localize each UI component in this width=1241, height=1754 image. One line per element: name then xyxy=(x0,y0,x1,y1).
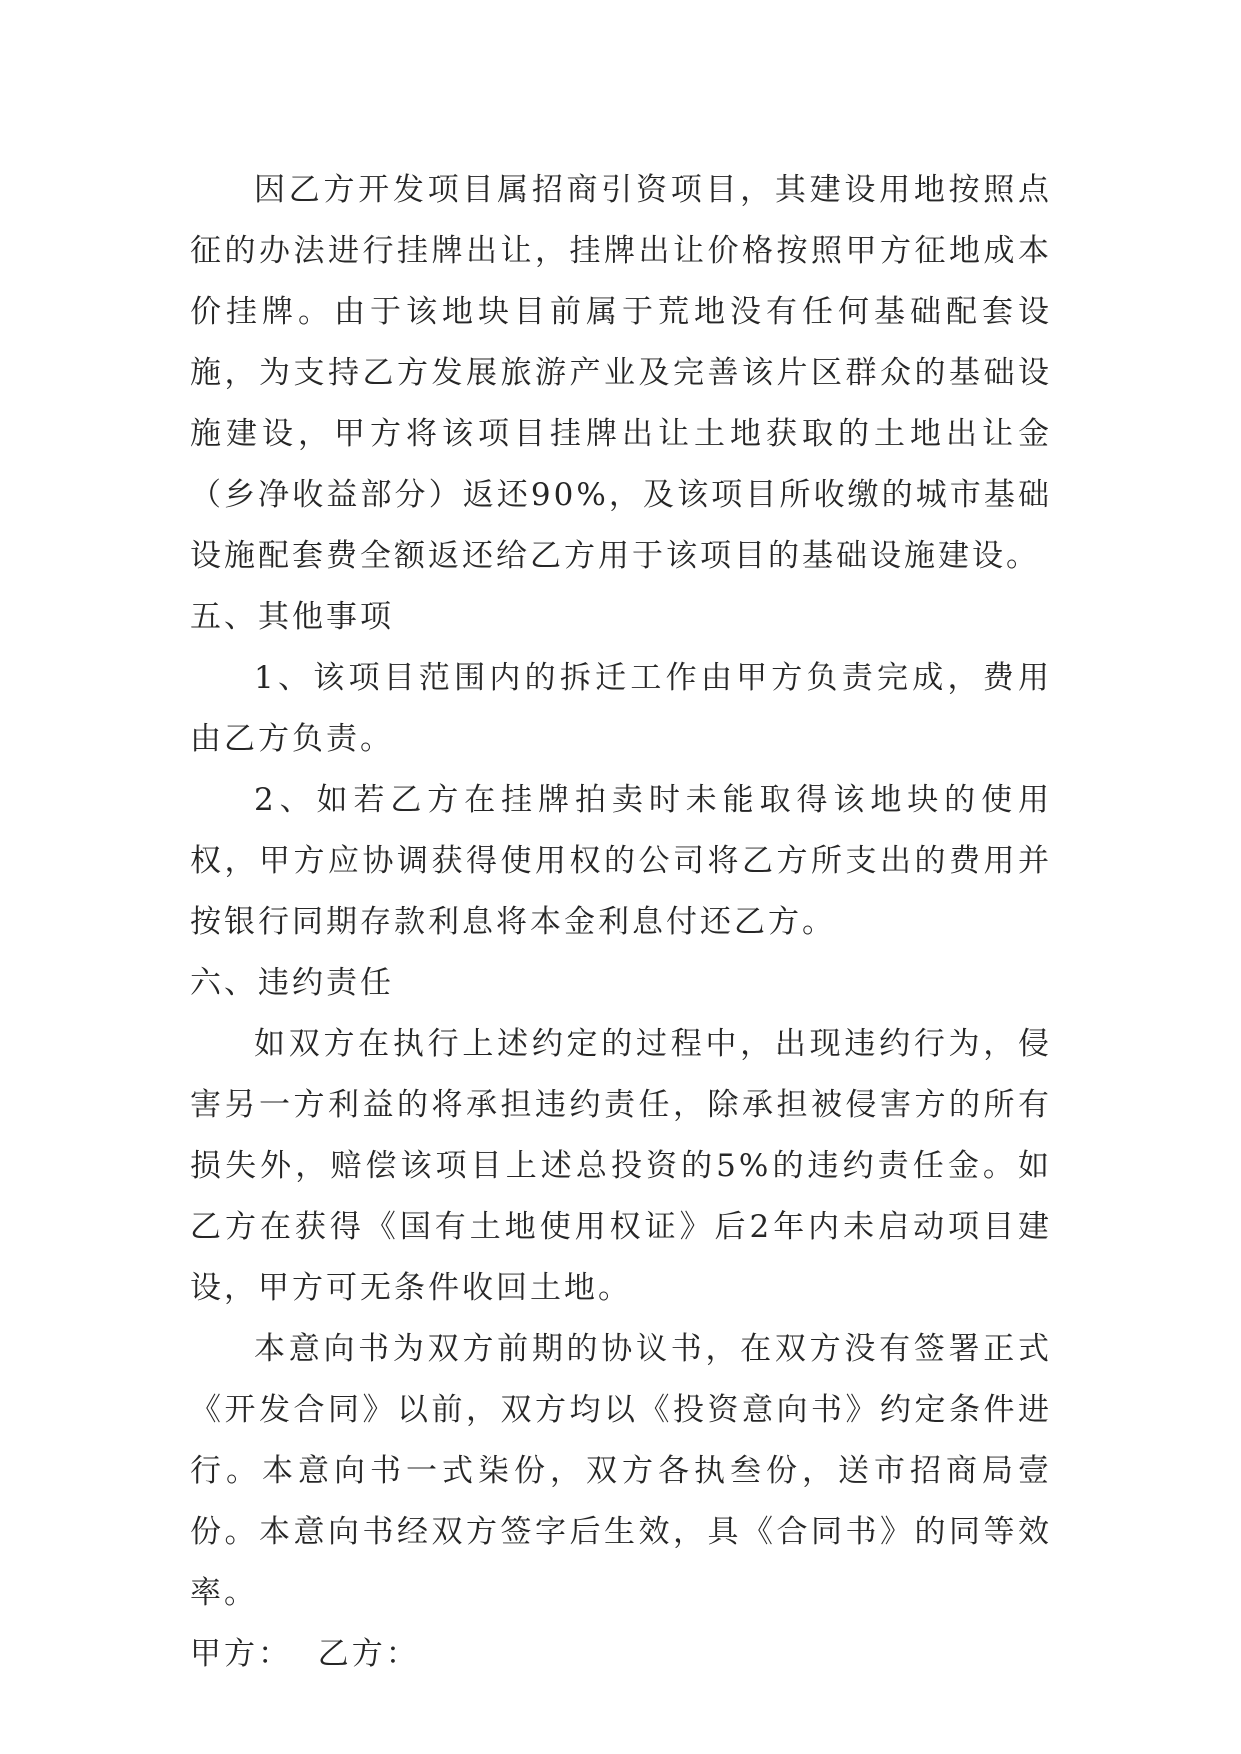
paragraph-breach: 如双方在执行上述约定的过程中，出现违约行为，侵害另一方利益的将承担违约责任，除承担被侵害方的所有损失外，赔偿该项目上述总投资的5%的违约责任金。如乙方在获得《国有土地使用权证》后2年内未启动项目建设，甲方可无条件收回土地。 xyxy=(190,1026,1052,1306)
paragraph-land-refund: 因乙方开发项目属招商引资项目，其建设用地按照点征的办法进行挂牌出让，挂牌出让价格按照甲方征地成本价挂牌。由于该地块目前属于荒地没有任何基础配套设施，为支持乙方发展旅游产业及完善该片区群众的基础设施建设，甲方将该项目挂牌出让土地获取的土地出让金（乡净收益部分）返还90%，及该项目所收缴的城市基础设施配套费全额返还给乙方用于该项目的基础设施建设。 xyxy=(190,172,1052,574)
heading-other-matters: 五、其他事项 xyxy=(190,599,394,635)
party-a-label: 甲方： xyxy=(190,1636,292,1672)
document-body xyxy=(190,160,1052,1685)
paragraph-auction-failure: 2、如若乙方在挂牌拍卖时未能取得该地块的使用权，甲方应协调获得使用权的公司将乙方所支出的费用并按银行同期存款利息将本金利息付还乙方。 xyxy=(190,782,1052,940)
party-b-label: 乙方： xyxy=(317,1636,420,1672)
paragraph-demolition: 1、该项目范围内的拆迁工作由甲方负责完成，费用由乙方负责。 xyxy=(190,660,1052,757)
signature-line xyxy=(190,1624,1052,1685)
paragraph-effectiveness: 本意向书为双方前期的协议书，在双方没有签署正式《开发合同》以前，双方均以《投资意向书》约定条件进行。本意向书一式柒份，双方各执叁份，送市招商局壹份。本意向书经双方签字后生效，具《合同书》的同等效率。 xyxy=(190,1331,1052,1611)
heading-breach-liability: 六、违约责任 xyxy=(190,965,394,1001)
